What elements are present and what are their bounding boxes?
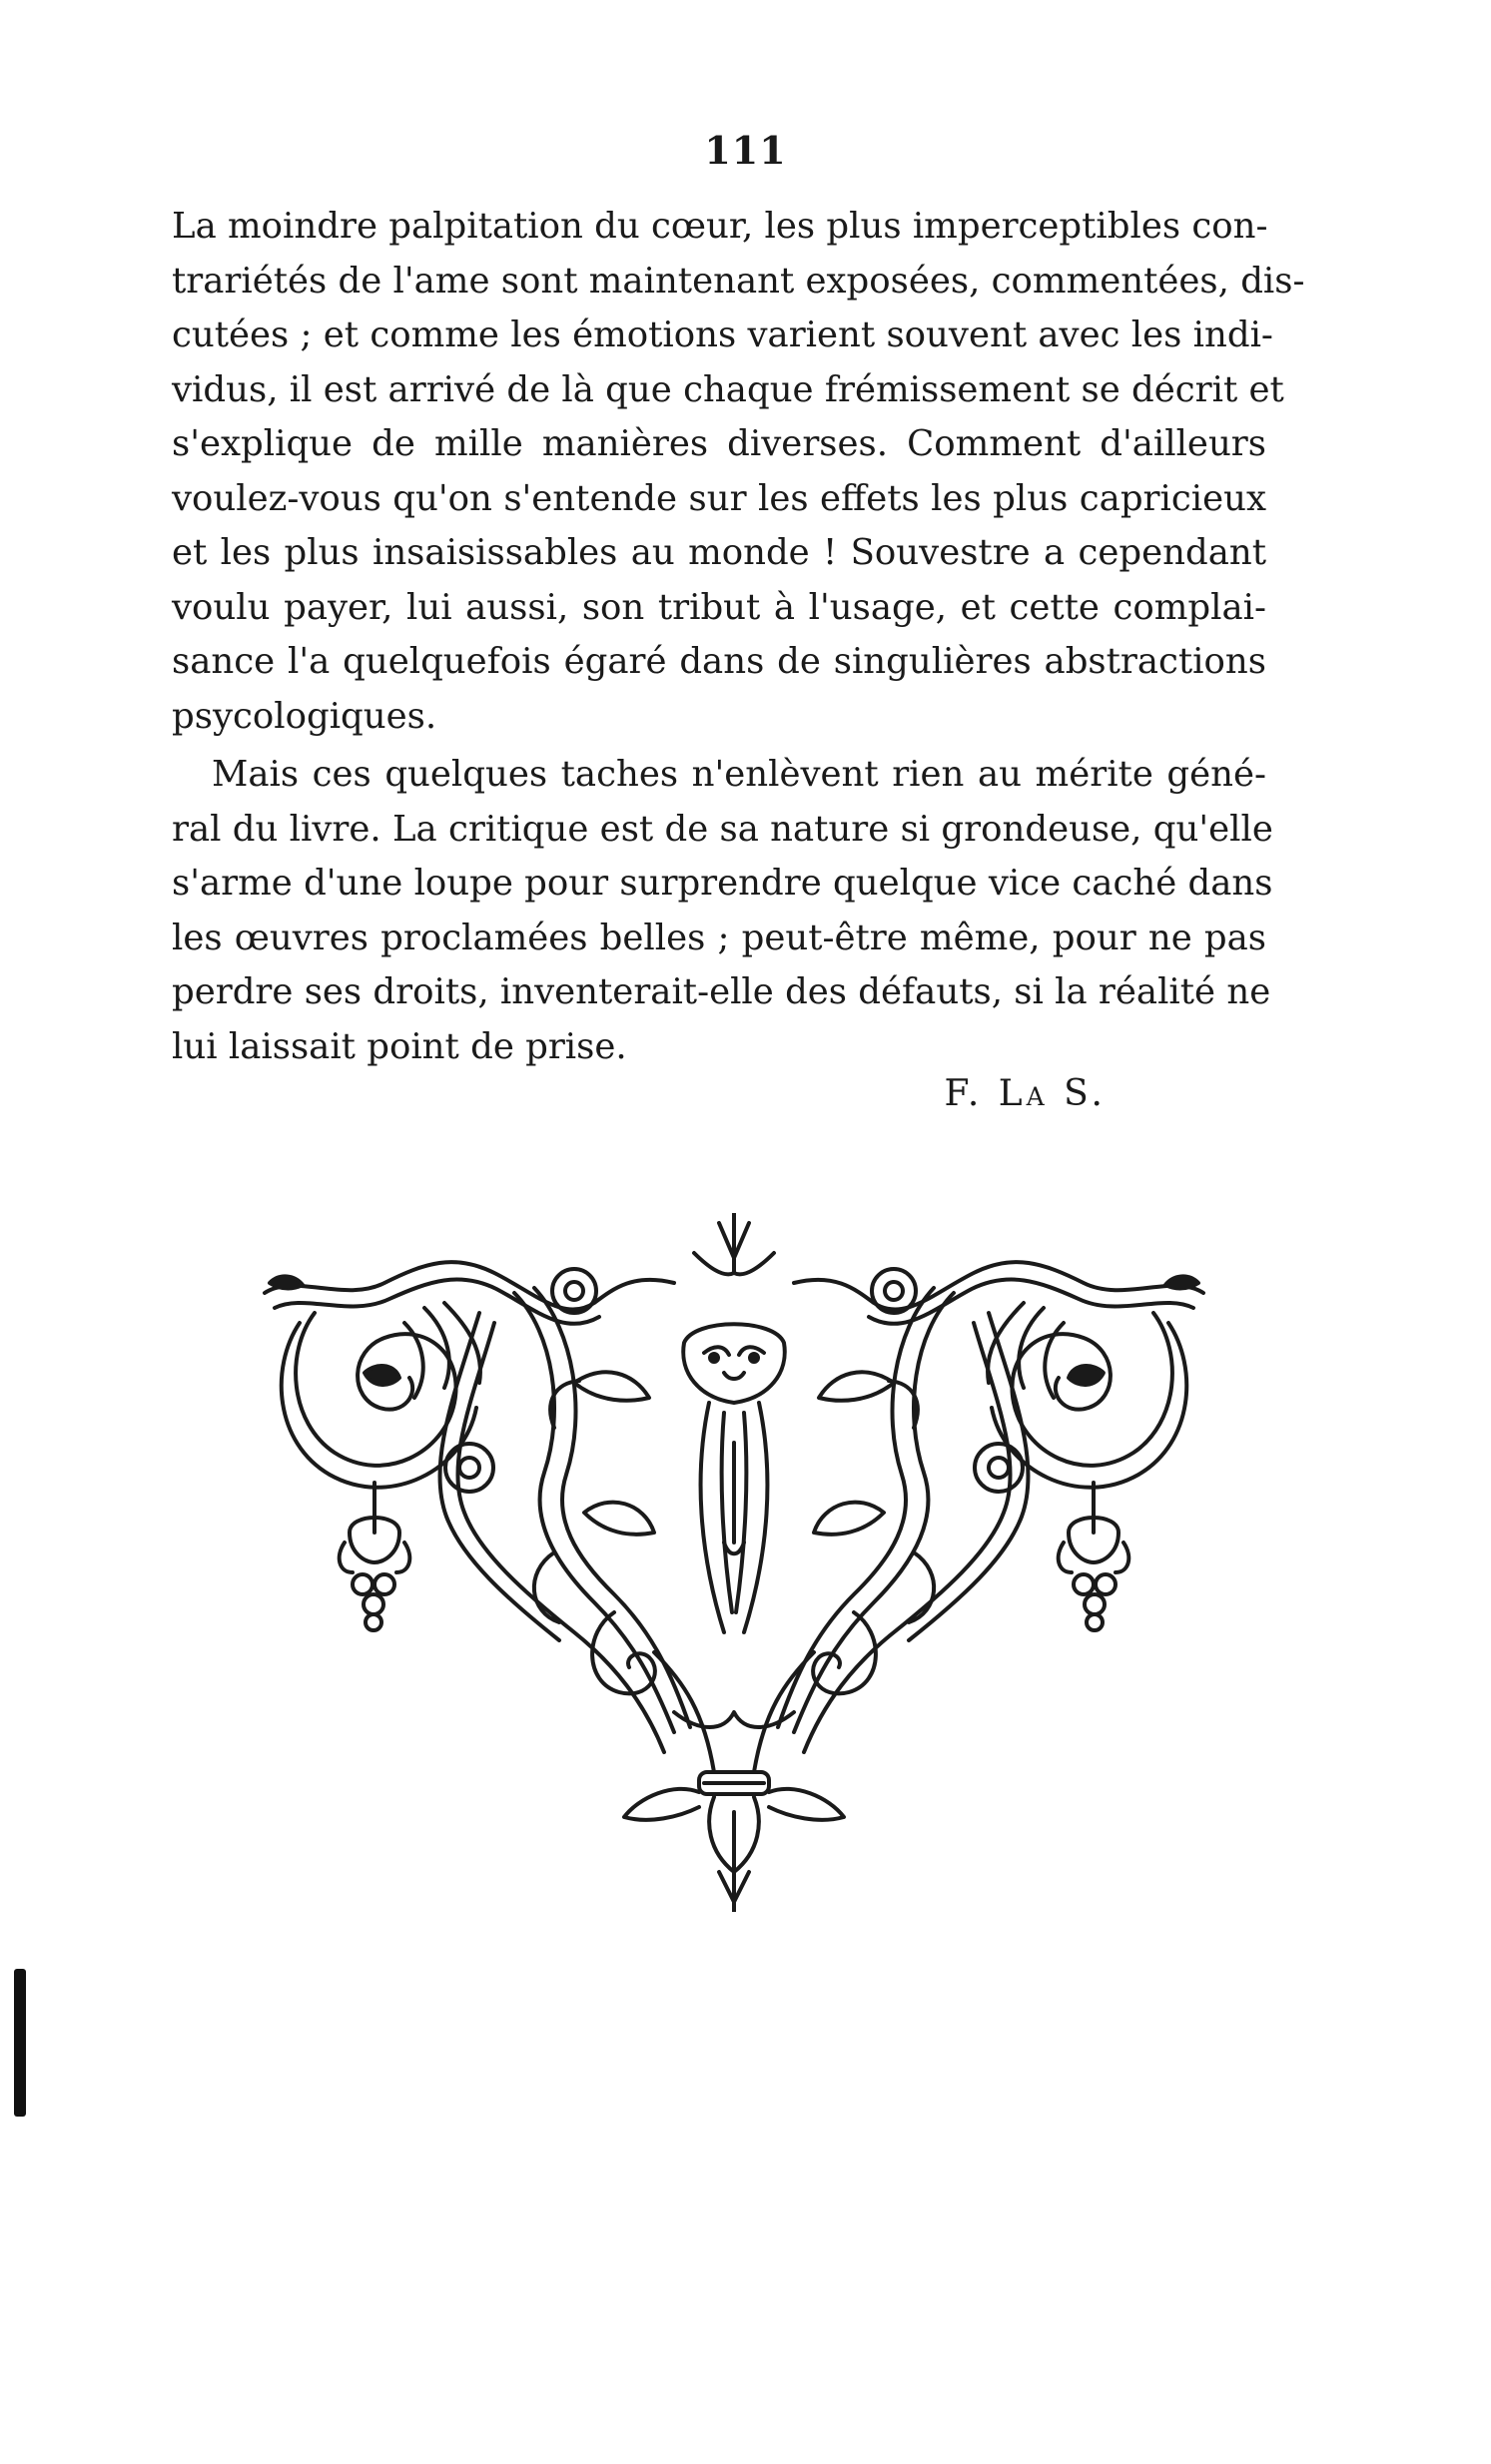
body-text xyxy=(172,200,1305,1074)
text-line: s'explique de mille manières diverses. Comment d'ailleurs xyxy=(172,423,1266,464)
text-line: voulu payer, lui aussi, son tribut à l'usage, et cette complai- xyxy=(172,586,1266,628)
ornament-vignette xyxy=(255,1213,1213,1912)
text-line: vidus, il est arrivé de là que chaque frémissement se décrit et xyxy=(172,368,1284,410)
text-line: La moindre palpitation du cœur, les plus imperceptibles con- xyxy=(172,206,1268,247)
text-line: cutées ; et comme les émotions varient souvent avec les indi- xyxy=(172,314,1273,355)
text-line: s'arme d'une loupe pour surprendre quelque vice caché dans xyxy=(172,863,1273,904)
ornament-left-half xyxy=(265,1262,690,1752)
signature-end: S. xyxy=(1064,1073,1107,1114)
ornament-right-half xyxy=(778,1262,1203,1752)
page-number: 111 xyxy=(704,128,787,173)
scan-edge-mark xyxy=(14,1969,26,2117)
text-line: sance l'a quelquefois égaré dans de singulières abstractions xyxy=(172,641,1266,682)
signature-mid: La xyxy=(998,1073,1049,1114)
text-line: perdre ses droits, inventerait-elle des défauts, si la réalité ne xyxy=(172,971,1271,1012)
text-line: psycologiques. xyxy=(172,695,437,737)
text-line: et les plus insaisissables au monde ! Souvestre a cependant xyxy=(172,532,1266,573)
text-line: ral du livre. La critique est de sa nature si grondeuse, qu'elle xyxy=(172,808,1273,850)
ornament-center xyxy=(624,1213,844,1912)
signature-initial: F. xyxy=(944,1073,984,1114)
text-line: Mais ces quelques taches n'enlèvent rien au mérite géné- xyxy=(212,754,1266,795)
text-line: les œuvres proclamées belles ; peut-être même, pour ne pas xyxy=(172,917,1266,958)
text-line: voulez-vous qu'on s'entende sur les effets les plus capricieux xyxy=(172,477,1266,519)
text-line: trariétés de l'ame sont maintenant exposées, commentées, dis- xyxy=(172,260,1305,302)
signature xyxy=(0,1073,1107,1114)
text-line: lui laissait point de prise. xyxy=(172,1025,627,1067)
